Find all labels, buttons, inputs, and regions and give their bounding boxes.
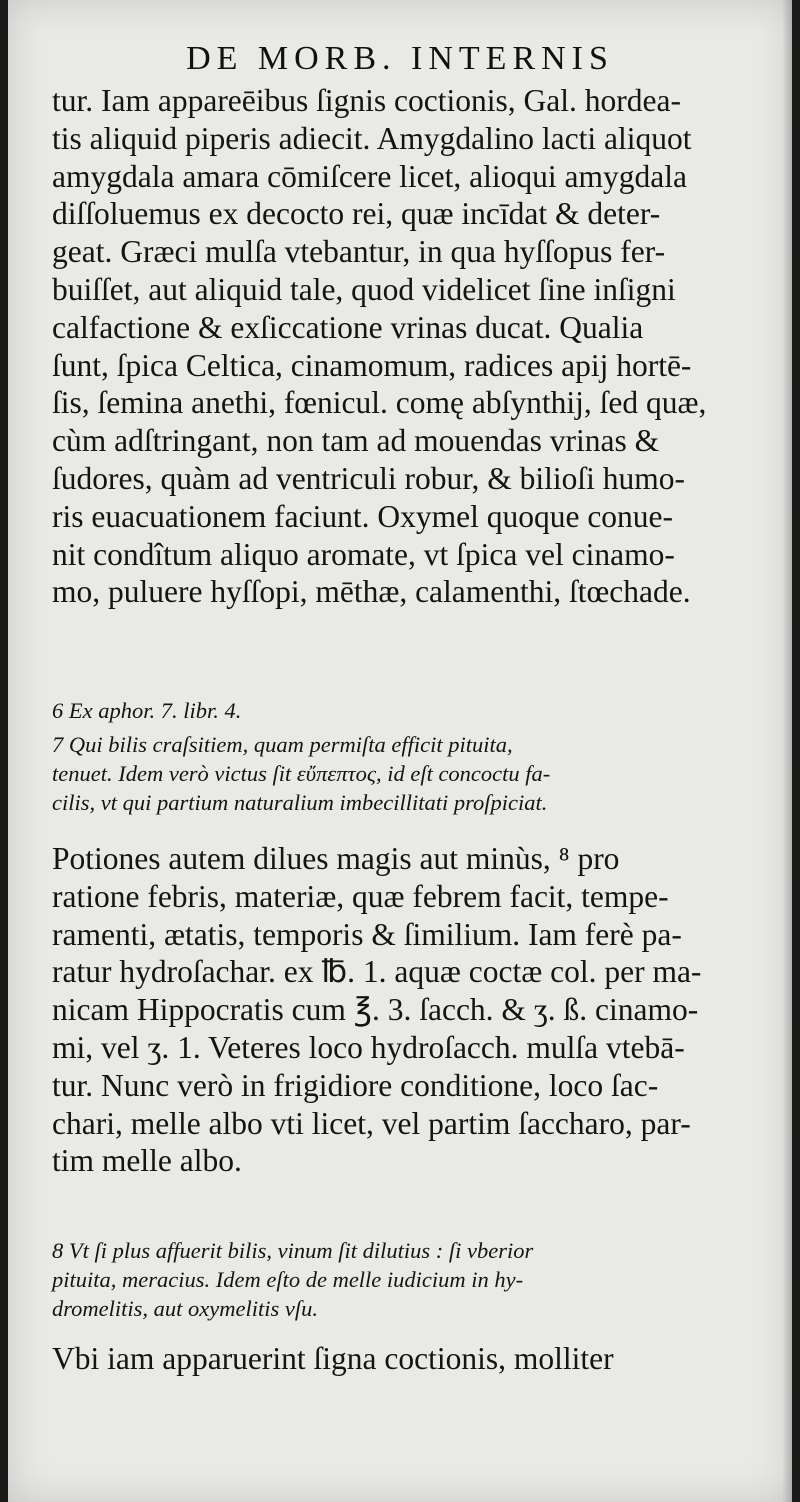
text-line: chari, melle albo vti licet, vel partim ſaccharo, par- — [52, 1105, 691, 1141]
main-paragraph-2 — [52, 840, 748, 1180]
text-line: ratur hydroſachar. ex ℔. 1. aquæ coctæ col. per ma- — [52, 954, 702, 990]
text-line: cùm adſtringant, non tam ad mouendas vrinas & — [52, 423, 660, 459]
text-line: calfactione & exſiccatione vrinas ducat. Qualia — [52, 309, 644, 345]
text-line: Potiones autem dilues magis aut minùs, ⁸ pro — [52, 841, 620, 876]
note-line: dromelitis, aut oxymelitis vſu. — [52, 1296, 319, 1321]
marginal-note-8 — [52, 1236, 748, 1323]
book-page — [8, 0, 792, 1502]
text-line: amygdala amara cōmiſcere licet, alioqui amygdala — [52, 158, 687, 194]
note-line: pituita, meracius. Idem eſto de melle iudicium in hy- — [52, 1267, 524, 1292]
text-line: tur. Iam appareēibus ſignis coctionis, Gal. hordea- — [52, 83, 681, 118]
note-line: cilis, vt qui partium naturalium imbecillitati proſpiciat. — [52, 790, 548, 815]
text-line: geat. Græci mulſa vtebantur, in qua hyſſopus fer- — [52, 234, 666, 270]
text-line: nit condîtum aliquo aromate, vt ſpica vel cinamo- — [52, 536, 675, 572]
text-line: ſis, ſemina anethi, fœnicul. comę abſynthij, ſed quæ, — [52, 385, 707, 421]
text-line: mo, puluere hyſſopi, mēthæ, calamenthi, ſtœchade. — [52, 574, 691, 610]
text-line: buiſſet, aut aliquid tale, quod videlicet ſine inſigni — [52, 271, 676, 307]
note-line: 8 Vt ſi plus affuerit bilis, vinum ſit dilutius : ſi vberior — [52, 1238, 534, 1263]
note-line: 7 Qui bilis craſsitiem, quam permiſta efficit pituita, — [52, 732, 513, 757]
marginal-note-7 — [52, 730, 748, 817]
text-line: ſunt, ſpica Celtica, cinamomum, radices apij hortē- — [52, 347, 692, 383]
text-line: ſudores, quàm ad ventriculi robur, & bilioſi humo- — [52, 460, 685, 496]
text-line: ris euacuationem faciunt. Oxymel quoque conue- — [52, 498, 674, 534]
main-paragraph-1 — [52, 82, 748, 611]
text-line: mi, vel ʒ. 1. Veteres loco hydroſacch. mulſa vtebā- — [52, 1029, 685, 1065]
text-line: diſſoluemus ex decocto rei, quæ incīdat & deter- — [52, 196, 661, 232]
text-line: tim melle albo. — [52, 1143, 242, 1179]
page-edge-shadow — [782, 0, 792, 1502]
note-line: tenuet. Idem verò victus ſit εὔπεπτος, id eſt concoctu fa- — [52, 761, 551, 786]
text-line: tur. Nunc verò in frigidiore conditione, loco ſac- — [52, 1067, 659, 1103]
running-header: DE MORB. INTERNIS — [186, 40, 614, 77]
text-line: ramenti, ætatis, temporis & ſimilium. Iam ferè pa- — [52, 916, 682, 952]
note-line: 6 Ex aphor. 7. libr. 4. — [52, 698, 242, 723]
marginal-note-6 — [52, 696, 748, 725]
text-line: ratione febris, materiæ, quæ febrem facit, tempe- — [52, 878, 669, 914]
text-line: tis aliquid piperis adiecit. Amygdalino lacti aliquot — [52, 120, 692, 156]
text-line: nicam Hippocratis cum ℥. 3. ſacch. & ʒ. ß. cinamo- — [52, 992, 699, 1028]
text-line: Vbi iam apparuerint ſigna coctionis, molliter — [52, 1341, 614, 1376]
main-paragraph-3 — [52, 1340, 748, 1378]
